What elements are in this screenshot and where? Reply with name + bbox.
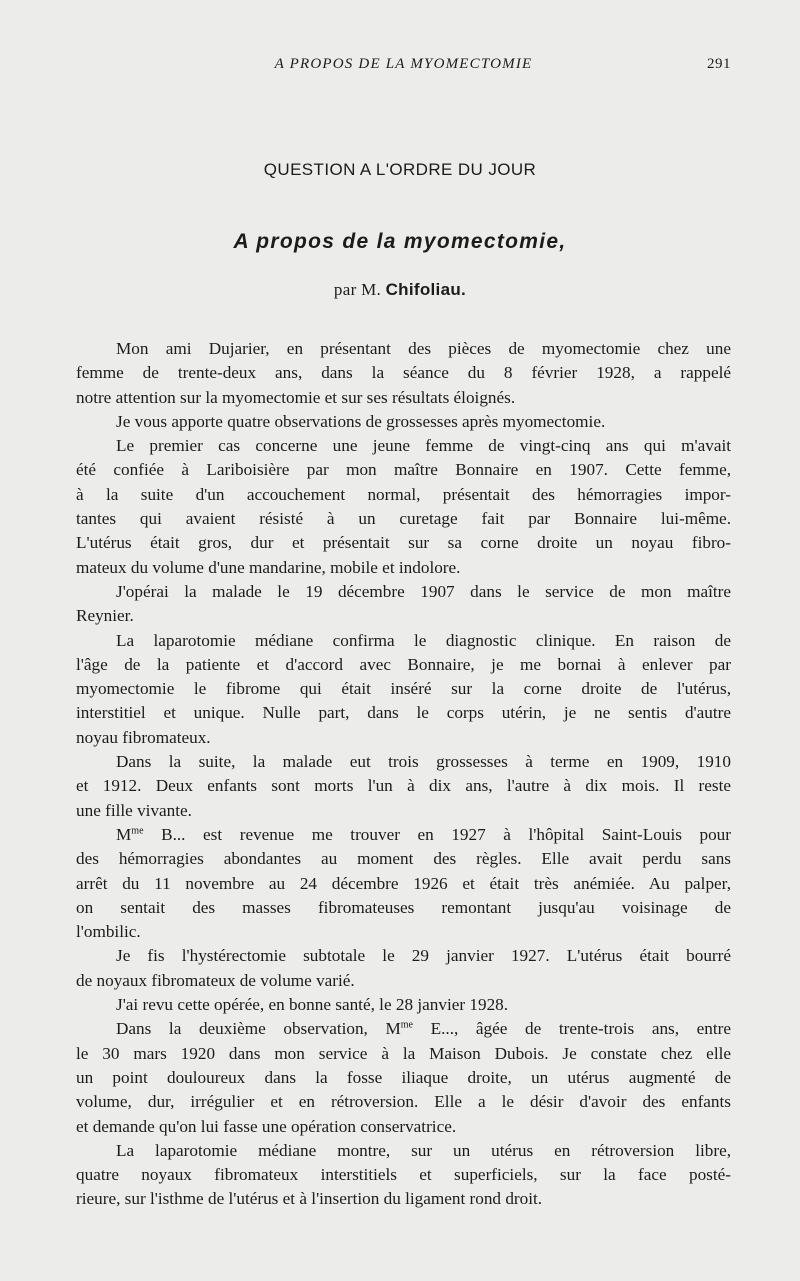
text-line bbox=[76, 1115, 731, 1139]
text-line bbox=[76, 507, 731, 531]
text-line bbox=[76, 337, 731, 361]
text-line bbox=[76, 458, 731, 482]
text-line-content: on sentait des masses fibromateuses remontant jusqu'au voisinage de bbox=[76, 897, 731, 917]
text-line bbox=[76, 604, 731, 628]
text-line bbox=[76, 726, 731, 750]
text-line bbox=[76, 434, 731, 458]
superscript: me bbox=[131, 825, 144, 837]
text-line-content: L'utérus était gros, dur et présentait sur sa corne droite un noyau fibro- bbox=[76, 533, 731, 553]
text-line-content: La laparotomie médiane montre, sur un utérus en rétroversion libre, bbox=[116, 1140, 731, 1160]
text-line-content: l'ombilic. bbox=[76, 922, 141, 942]
section-heading: QUESTION A L'ORDRE DU JOUR bbox=[263, 160, 537, 179]
text-line-content: myomectomie le fibrome qui était inséré sur la corne droite de l'utérus, bbox=[76, 679, 731, 699]
byline bbox=[0, 280, 800, 300]
text-line bbox=[76, 653, 731, 677]
text-line bbox=[76, 701, 731, 725]
text-line-content: des hémorragies abondantes au moment des règles. Elle avait perdu sans bbox=[76, 849, 731, 869]
text-line-content: Le premier cas concerne une jeune femme de vingt-cinq ans qui m'avait bbox=[116, 436, 731, 456]
text-line bbox=[76, 410, 731, 434]
text-line-content: notre attention sur la myomectomie et sur ses résultats éloignés. bbox=[76, 387, 516, 407]
running-header bbox=[76, 56, 731, 80]
text-line-content: volume, dur, irrégulier et en rétroversion. Elle a le désir d'avoir des enfants bbox=[76, 1092, 731, 1112]
text-line bbox=[76, 361, 731, 385]
text-line bbox=[76, 386, 731, 410]
text-line bbox=[76, 1017, 731, 1041]
text-line bbox=[76, 531, 731, 555]
text-line bbox=[76, 969, 731, 993]
text-line bbox=[76, 1163, 731, 1187]
running-title: A PROPOS DE LA MYOMECTOMIE bbox=[274, 56, 533, 72]
text-line bbox=[76, 847, 731, 871]
text-line-content: à la suite d'un accouchement normal, présentait des hémorragies impor- bbox=[76, 484, 731, 504]
article-title: A propos de la myomectomie, bbox=[233, 230, 567, 253]
text-line bbox=[76, 750, 731, 774]
text-line bbox=[76, 1187, 731, 1211]
text-line bbox=[76, 483, 731, 507]
text-line-content: La laparotomie médiane confirma le diagnostic clinique. En raison de bbox=[116, 630, 731, 650]
text-line bbox=[76, 556, 731, 580]
text-line-content: tantes qui avaient résisté à un curetage fait par Bonnaire lui-même. bbox=[76, 509, 731, 529]
text-line-content: Je vous apporte quatre observations de grossesses après myomectomie. bbox=[116, 411, 606, 431]
text-line-content: arrêt du 11 novembre au 24 décembre 1926 et était très anémiée. Au palper, bbox=[76, 873, 731, 893]
text-line-content: Mon ami Dujarier, en présentant des pièces de myomectomie chez une bbox=[116, 339, 731, 358]
text-line-content: été confiée à Lariboisière par mon maître Bonnaire en 1907. Cette femme, bbox=[76, 460, 731, 480]
text-line bbox=[76, 1066, 731, 1090]
text-line-content: femme de trente-deux ans, dans la séance du 8 février 1928, a rappelé bbox=[76, 363, 731, 383]
text-line-content: une fille vivante. bbox=[76, 800, 192, 820]
text-line-content: J'opérai la malade le 19 décembre 1907 dans le service de mon maître bbox=[116, 581, 731, 601]
text-line-content: l'âge de la patiente et d'accord avec Bonnaire, je me bornai à enlever par bbox=[76, 654, 731, 674]
text-line bbox=[76, 823, 731, 847]
text-line bbox=[76, 1139, 731, 1163]
text-line-content: de noyaux fibromateux de volume varié. bbox=[76, 970, 355, 990]
text-line-content: B... est revenue me trouver en 1927 à l'hôpital Saint-Louis pour bbox=[143, 824, 731, 844]
text-line bbox=[76, 774, 731, 798]
superscript: me bbox=[400, 1019, 413, 1031]
text-line bbox=[76, 944, 731, 968]
text-line-content: J'ai revu cette opérée, en bonne santé, le 28 janvier 1928. bbox=[116, 995, 509, 1015]
text-line-content: E..., âgée de trente-trois ans, entre bbox=[412, 1019, 731, 1039]
text-line-content: et 1912. Deux enfants sont morts l'un à dix ans, l'autre à dix mois. Il reste bbox=[76, 776, 731, 796]
text-line-content: mateux du volume d'une mandarine, mobile et indolore. bbox=[76, 557, 461, 577]
text-line-content: Reynier. bbox=[76, 606, 134, 626]
text-line bbox=[76, 920, 731, 944]
text-line-content: et demande qu'on lui fasse une opération conservatrice. bbox=[76, 1116, 457, 1136]
text-line bbox=[76, 872, 731, 896]
text-line bbox=[76, 896, 731, 920]
text-line-content: le 30 mars 1920 dans mon service à la Maison Dubois. Je constate chez elle bbox=[76, 1043, 731, 1063]
text-line-content: interstitiel et unique. Nulle part, dans le corps utérin, je ne sentis d'autre bbox=[76, 703, 731, 723]
text-line-content: Dans la suite, la malade eut trois grossesses à terme en 1909, 1910 bbox=[116, 752, 731, 772]
author-name: Chifoliau. bbox=[385, 280, 467, 299]
text-line bbox=[76, 677, 731, 701]
text-line-content: Je fis l'hystérectomie subtotale le 29 janvier 1927. L'utérus était bourré bbox=[116, 946, 731, 966]
text-line bbox=[76, 580, 731, 604]
byline-prefix: par M. bbox=[333, 280, 382, 299]
text-line-prefix: Dans la deuxième observation, M bbox=[116, 1019, 401, 1039]
text-line-content: un point douloureux dans la fosse iliaque droite, un utérus augmenté de bbox=[76, 1067, 731, 1087]
text-line-prefix: M bbox=[116, 824, 132, 844]
text-line bbox=[76, 629, 731, 653]
text-line-content: quatre noyaux fibromateux interstitiels et superficiels, sur la face posté- bbox=[76, 1165, 731, 1185]
page-number: 291 bbox=[707, 56, 731, 72]
text-line-content: noyau fibromateux. bbox=[76, 727, 211, 747]
text-line bbox=[76, 1042, 731, 1066]
text-line bbox=[76, 799, 731, 823]
text-line bbox=[76, 1090, 731, 1114]
article-body bbox=[76, 337, 731, 1212]
text-line bbox=[76, 993, 731, 1017]
text-line-content: rieure, sur l'isthme de l'utérus et à l'insertion du ligament rond droit. bbox=[76, 1189, 543, 1209]
